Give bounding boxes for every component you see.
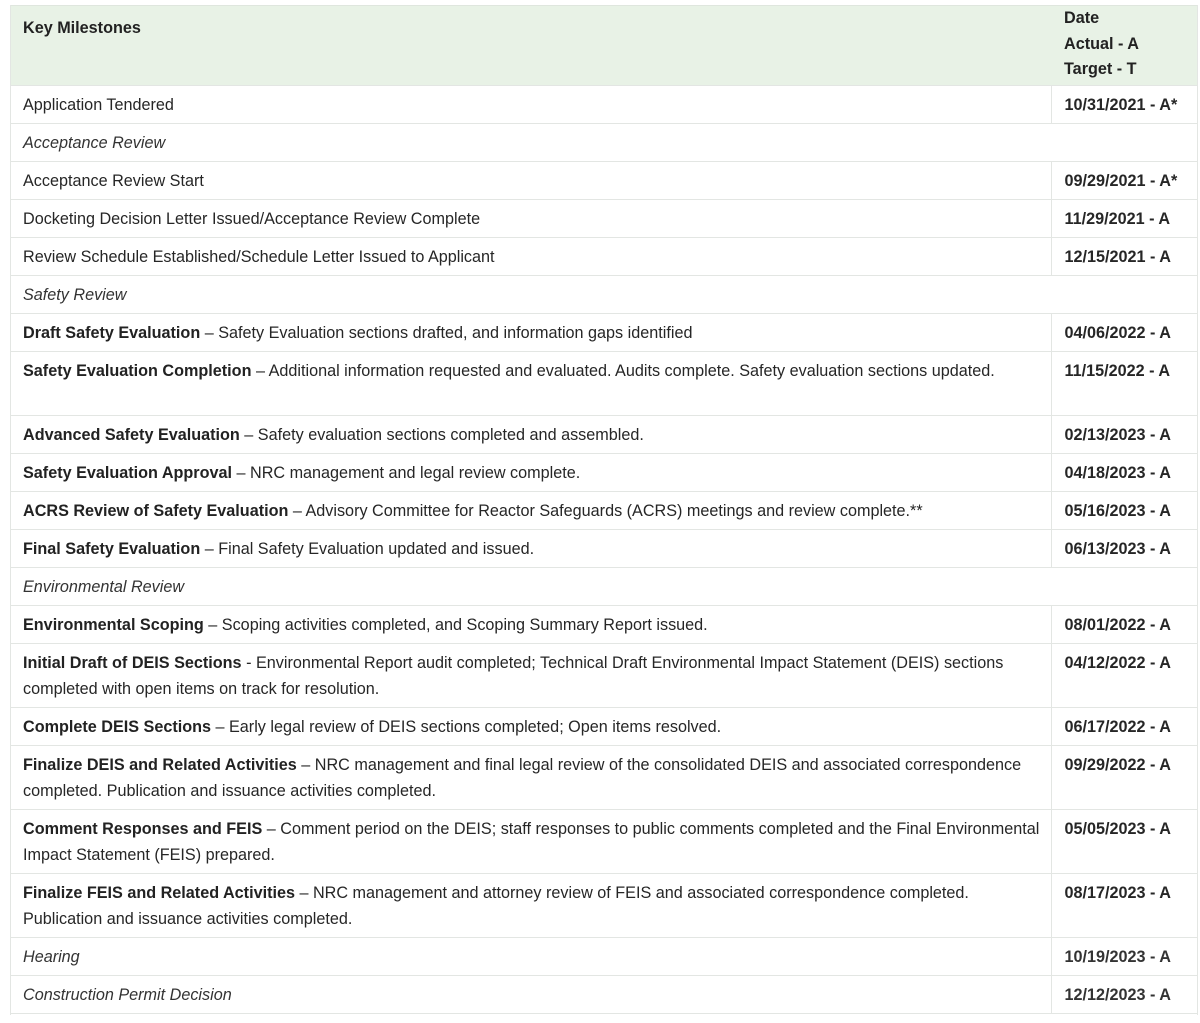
date-cell: 04/12/2022 - A — [1051, 644, 1198, 708]
milestone-description: – Scoping activities completed, and Scoping Summary Report issued. — [203, 616, 708, 634]
table-row — [10, 874, 1198, 938]
date-cell: 02/13/2023 - A — [1051, 416, 1198, 454]
table-row — [10, 238, 1198, 276]
milestone-title: Final Safety Evaluation — [23, 540, 201, 558]
milestone-title: Complete DEIS Sections — [23, 718, 211, 736]
milestone-title: Draft Safety Evaluation — [23, 324, 201, 342]
milestone-cell — [10, 454, 1051, 492]
milestone-title: Safety Evaluation Completion — [23, 362, 252, 380]
milestone-title: Advanced Safety Evaluation — [23, 426, 240, 444]
date-cell: 10/31/2021 - A* — [1051, 86, 1198, 124]
milestones-column-header — [10, 6, 1051, 86]
table-header-row — [10, 6, 1198, 86]
milestone-description: - Environmental Report audit completed; Technical Draft Environmental Impact Statement (DEIS) sections completed with open items on track for resolution. — [23, 654, 1004, 698]
section-label: Acceptance Review — [10, 124, 1198, 162]
milestone-description: – NRC management and legal review complete. — [232, 464, 581, 482]
date-cell: 04/06/2022 - A — [1051, 314, 1198, 352]
milestone-title: ACRS Review of Safety Evaluation — [23, 502, 289, 520]
table-row — [10, 86, 1198, 124]
milestone-description: – Safety evaluation sections completed and assembled. — [239, 426, 644, 444]
milestone-cell — [10, 86, 1051, 124]
date-cell: 04/18/2023 - A — [1051, 454, 1198, 492]
table-row — [10, 162, 1198, 200]
milestone-description: – Early legal review of DEIS sections completed; Open items resolved. — [211, 718, 722, 736]
table-row — [10, 606, 1198, 644]
date-cell: 09/29/2022 - A — [1051, 746, 1198, 810]
date-cell: 08/17/2023 - A — [1051, 874, 1198, 938]
table-row — [10, 416, 1198, 454]
milestones-header-label: Key Milestones — [23, 19, 141, 37]
table-row — [10, 352, 1198, 416]
milestone-cell — [10, 492, 1051, 530]
milestone-cell — [10, 644, 1051, 708]
milestone-cell — [10, 352, 1051, 416]
section-label: Safety Review — [10, 276, 1198, 314]
milestone-cell — [10, 606, 1051, 644]
milestone-title: Initial Draft of DEIS Sections — [23, 654, 242, 672]
section-row — [10, 124, 1198, 162]
milestone-description: – NRC management and final legal review of the consolidated DEIS and associated correspondence completed. Publication and issuance activities completed. — [23, 756, 1022, 800]
table-left-border — [10, 5, 11, 1015]
milestone-cell — [10, 874, 1051, 938]
milestone-title: Environmental Scoping — [23, 616, 204, 634]
milestone-description: – Final Safety Evaluation updated and issued. — [200, 540, 535, 558]
milestone-description: – Comment period on the DEIS; staff responses to public comments completed and the Final Environmental Impact Statement (FEIS) prepared. — [23, 820, 1040, 864]
table-row — [10, 746, 1198, 810]
date-cell: 11/29/2021 - A — [1051, 200, 1198, 238]
table-row — [10, 644, 1198, 708]
section-label: Environmental Review — [10, 568, 1198, 606]
milestone-cell — [10, 162, 1051, 200]
table-row — [10, 200, 1198, 238]
date-cell: 12/15/2021 - A — [1051, 238, 1198, 276]
milestone-title: Finalize DEIS and Related Activities — [23, 756, 297, 774]
milestone-cell — [10, 810, 1051, 874]
section-label: Construction Permit Decision — [10, 976, 1051, 1014]
date-header-line-2: Actual - A — [1064, 34, 1139, 53]
table-right-border — [1197, 5, 1198, 1015]
table-row — [10, 530, 1198, 568]
date-cell: 05/16/2023 - A — [1051, 492, 1198, 530]
table-row — [10, 708, 1198, 746]
date-cell: 09/29/2021 - A* — [1051, 162, 1198, 200]
date-cell: 11/15/2022 - A — [1051, 352, 1198, 416]
milestone-text: Application Tendered — [23, 96, 174, 114]
date-cell: 06/17/2022 - A — [1051, 708, 1198, 746]
table-row — [10, 810, 1198, 874]
date-cell: 06/13/2023 - A — [1051, 530, 1198, 568]
milestone-description: – Advisory Committee for Reactor Safeguards (ACRS) meetings and review complete.** — [288, 502, 923, 520]
milestone-cell — [10, 200, 1051, 238]
milestone-text: Acceptance Review Start — [23, 172, 204, 190]
section-row — [10, 568, 1198, 606]
section-label: Hearing — [10, 938, 1051, 976]
milestone-description: – Additional information requested and evaluated. Audits complete. Safety evaluation sections updated. — [251, 362, 995, 380]
milestone-description: – NRC management and attorney review of FEIS and associated correspondence completed. Publication and issuance activities completed. — [23, 884, 969, 928]
date-header-line-3: Target - T — [1064, 60, 1137, 78]
table-row — [10, 454, 1198, 492]
milestone-cell — [10, 708, 1051, 746]
milestone-cell — [10, 314, 1051, 352]
table-row — [10, 492, 1198, 530]
milestones-table — [10, 5, 1198, 1014]
milestone-cell — [10, 416, 1051, 454]
milestones-table-frame — [10, 5, 1198, 1014]
section-row — [10, 976, 1198, 1014]
milestone-cell — [10, 530, 1051, 568]
date-header-line-1: Date — [1064, 9, 1100, 27]
milestone-description: – Safety Evaluation sections drafted, and information gaps identified — [200, 324, 693, 342]
date-cell: 12/12/2023 - A — [1051, 976, 1198, 1014]
date-cell: 10/19/2023 - A — [1051, 938, 1198, 976]
date-column-header — [1051, 6, 1198, 86]
table-row — [10, 314, 1198, 352]
milestone-cell — [10, 238, 1051, 276]
date-cell: 05/05/2023 - A — [1051, 810, 1198, 874]
milestone-cell — [10, 746, 1051, 810]
date-cell: 08/01/2022 - A — [1051, 606, 1198, 644]
milestone-text: Review Schedule Established/Schedule Letter Issued to Applicant — [23, 248, 495, 266]
milestone-text: Docketing Decision Letter Issued/Acceptance Review Complete — [23, 210, 481, 228]
section-row — [10, 938, 1198, 976]
section-row — [10, 276, 1198, 314]
milestone-title: Finalize FEIS and Related Activities — [23, 884, 295, 902]
milestone-title: Comment Responses and FEIS — [23, 820, 263, 838]
milestone-title: Safety Evaluation Approval — [23, 464, 232, 482]
